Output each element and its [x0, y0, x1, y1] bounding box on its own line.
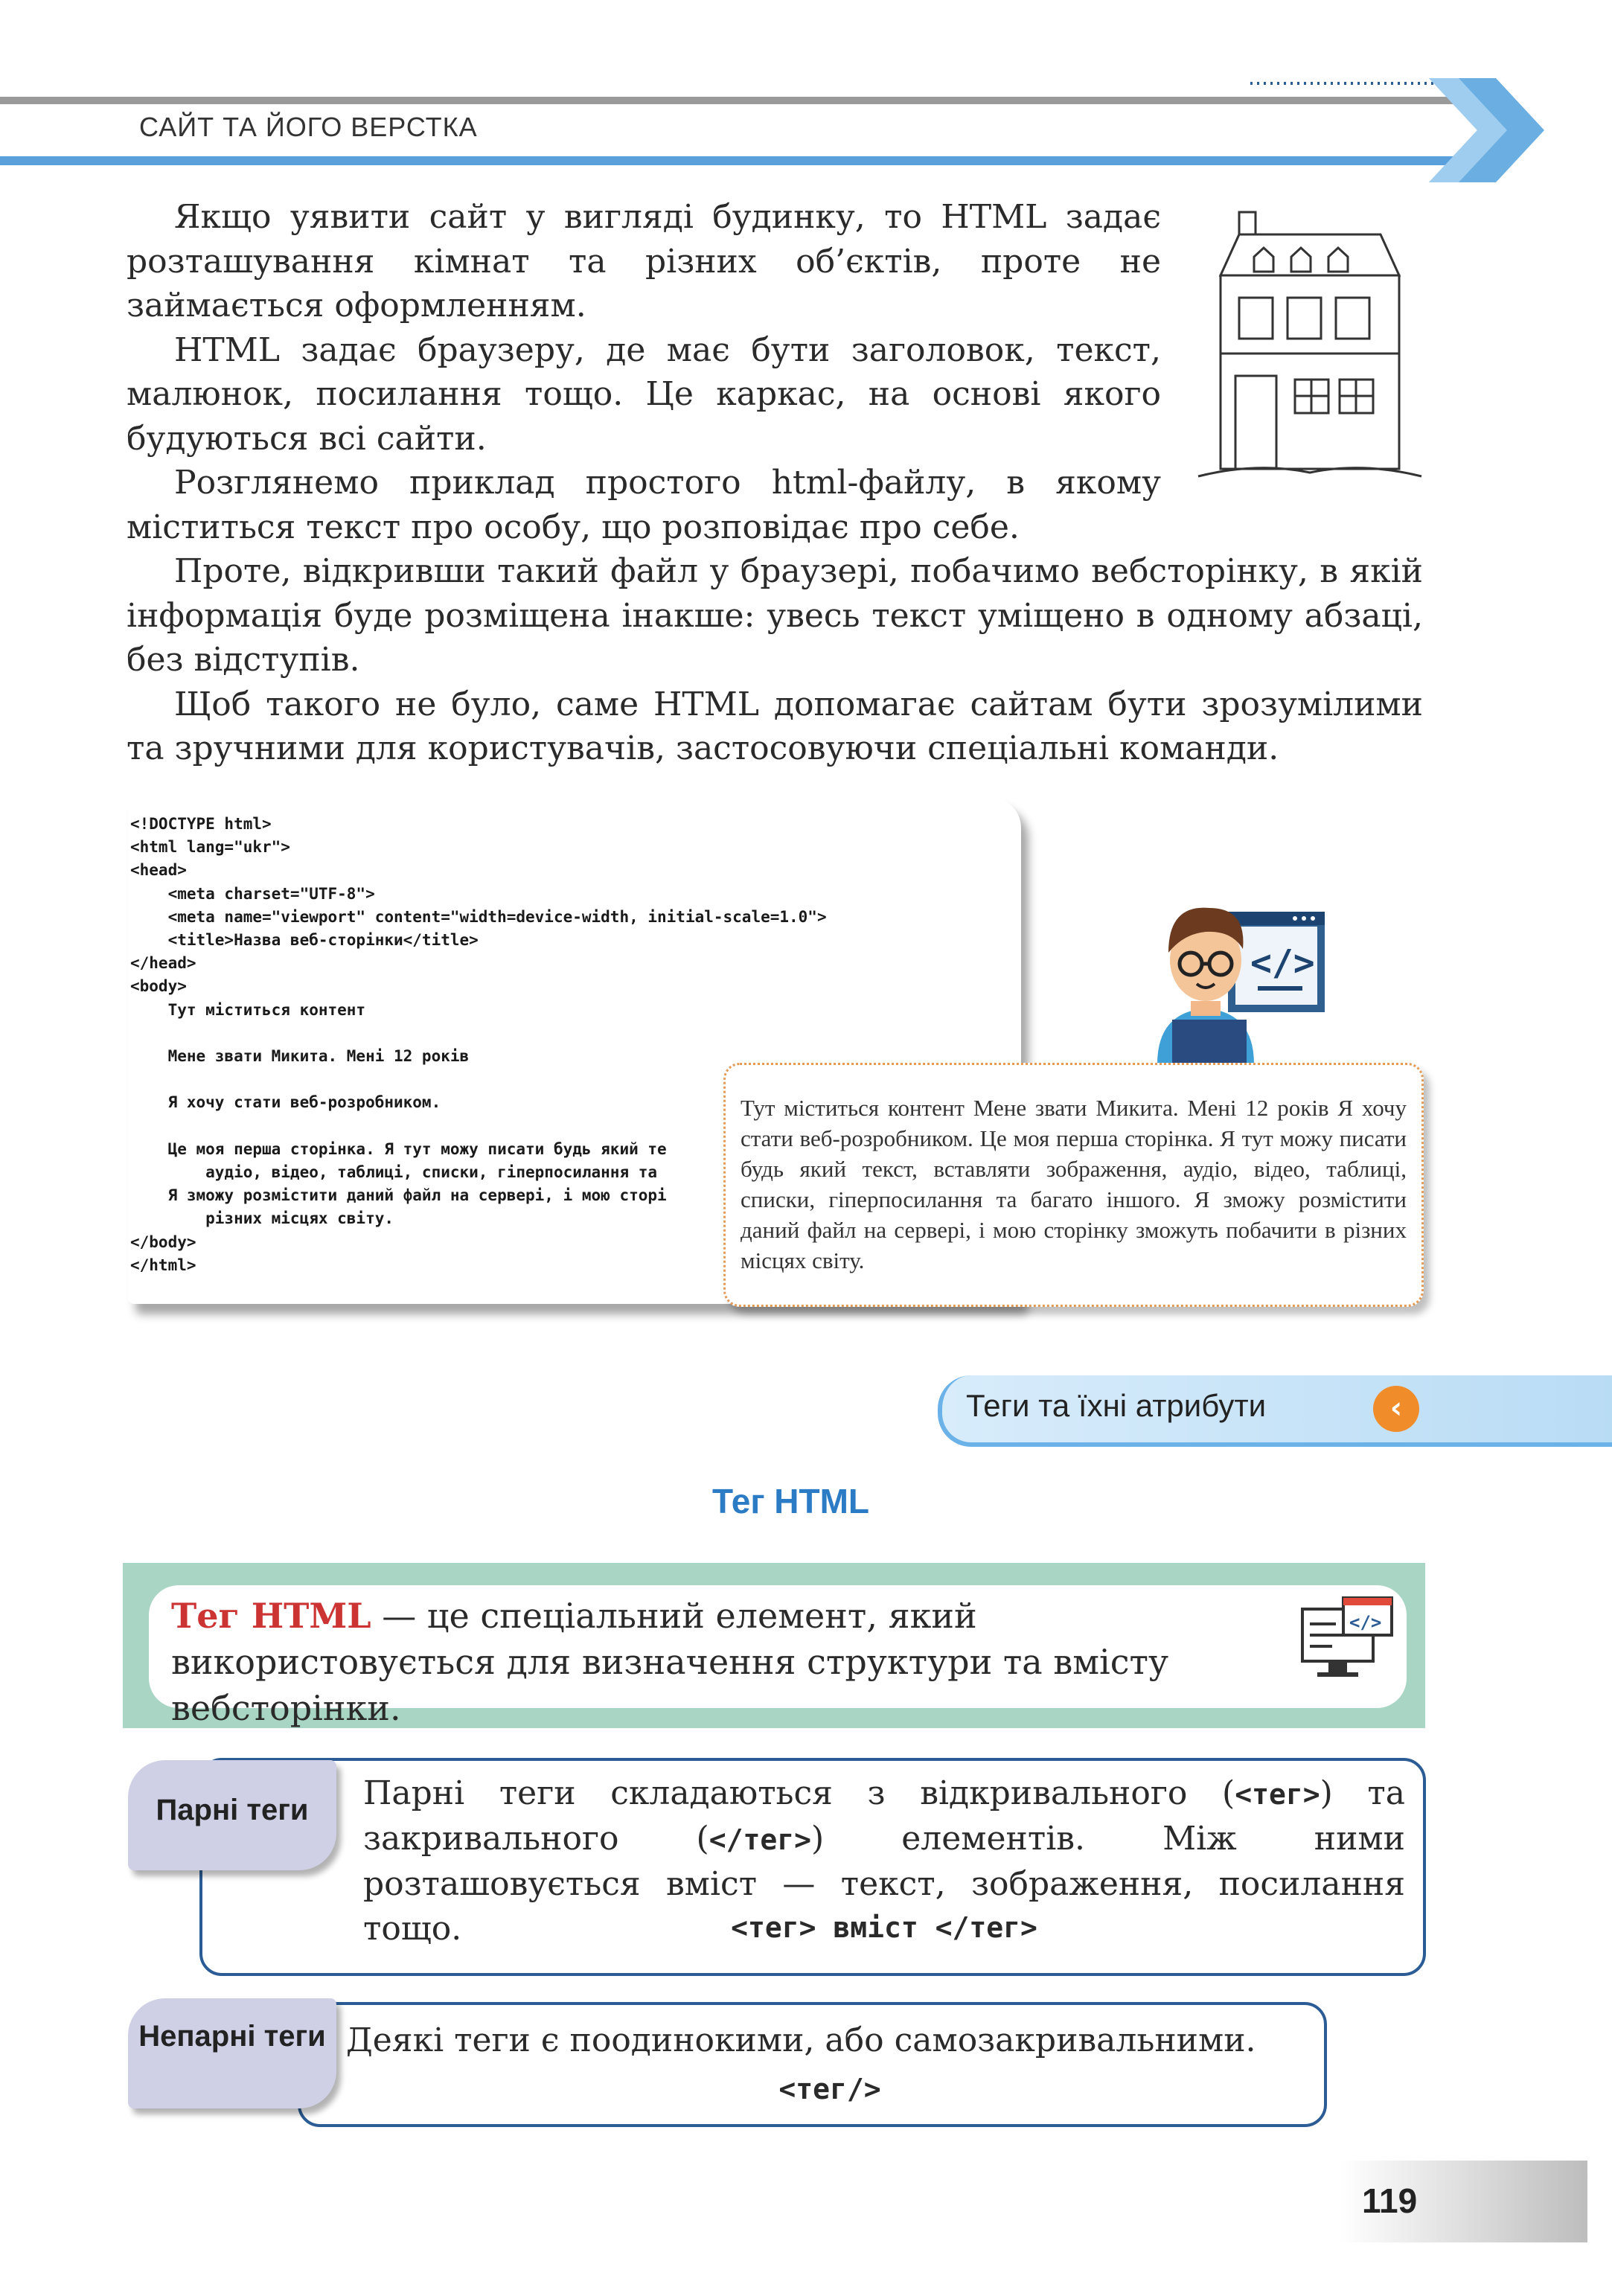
page-number: 119	[1362, 2181, 1418, 2220]
html-code-listing: <!DOCTYPE html> <html lang="ukr"> <head> <meta charset="UTF-8"> <meta name="viewport" content="width=device-width, <title>Назва веб-сторінки</title> </head> <body> Тут міститься контент Мене звати Микита. Мені 12 років Я хочу стати веб-розробником. Це моя перша сторінка. Я тут можу писати будь який те аудіо, відео, таблиці, списки, гіперпосилання та Я зможу розмістити даний файл на сервері, і мою сторі різних місцях світу. </body> </html>	[130, 815, 667, 1274]
unpaired-tags-text: Деякі теги є поодинокими, або самозакривальними.	[346, 2021, 1256, 2059]
header-chevron-icon	[1414, 74, 1548, 186]
paired-tags-label: Парні теги	[156, 1794, 309, 1826]
definition-text	[171, 1593, 1265, 1731]
intro-text	[127, 195, 1161, 549]
paragraph: Розглянемо приклад простого html-файлу, в якому міститься текст про особу, що розповідає про себе.	[127, 464, 1161, 546]
paired-text-part: ) та закривального (	[363, 1774, 1406, 1858]
house-illustration-icon	[1198, 205, 1421, 487]
close-tag-code: </тег>	[709, 1823, 812, 1856]
paragraph: HTML задає браузеру, де має бути заголовок, текст, малюнок, посилання тощо. Це каркас, на основі якого будуються всі сайти.	[127, 330, 1161, 458]
running-header: САЙТ ТА ЙОГО ВЕРСТКА	[139, 112, 478, 142]
explanation-text	[127, 549, 1423, 771]
paragraph: Щоб такого не було, саме HTML допомагає сайтам бути зрозумілими та зручними для користувачів, застосовуючи спеціальні команди.	[127, 685, 1423, 767]
paragraph: Якщо уявити сайт у вигляді будинку, то HTML задає розташування кімнат та різних об’єктів, проте не займається оформленням.	[127, 198, 1161, 324]
browser-output-text: Тут міститься контент Мене звати Микита. Мені 12 років Я хочу стати веб-розробником. Це моя перша сторінка. Я тут можу писати будь який текст, вставляти зображення, аудіо, відео, таблиці, списки, гіперпосилання та багато іншого. Я зможу розмістити даний файл на сервері, і мою сторінку зможуть побачити в різних місцях світу.	[741, 1095, 1407, 1273]
paired-tags-syntax: <тег> вміст </тег>	[731, 1911, 1037, 1944]
paired-text-part: Парні теги складаються з відкривального (	[363, 1774, 1235, 1812]
definition-body: — це спеціальний елемент, який використовується для визначення структури та вмісту вебсторінки.	[171, 1596, 1169, 1728]
paired-text-part: ) елементів. Між ними розташовується вміст — текст, зображення, посилання тощо.	[363, 1820, 1405, 1948]
developer-illustration-icon	[1139, 871, 1332, 1064]
unpaired-tags-label: Непарні теги	[138, 2020, 326, 2053]
unpaired-tags-syntax: <тег/>	[778, 2073, 881, 2105]
chevron-left-icon: ‹	[1373, 1386, 1419, 1432]
header-rule-gray	[0, 97, 1459, 104]
section-tab-label: Теги та їхні атрибути	[966, 1388, 1267, 1423]
header-rule-blue	[0, 156, 1459, 165]
code-monitor-icon	[1299, 1594, 1395, 1683]
svg-text:</>: </>	[1349, 1612, 1382, 1633]
paragraph: Проте, відкривши такий файл у браузері, побачимо вебсторінку, в якій інформація буде розміщена інакше: увесь текст уміщено в одному абзаці, без відступів.	[127, 552, 1423, 679]
section-subheading	[0, 1481, 1587, 1521]
svg-text:</>: </>	[1250, 942, 1315, 984]
subheading-text: Тег HTML	[711, 1482, 870, 1520]
definition-term: Тег HTML	[171, 1596, 371, 1636]
open-tag-code: <тег>	[1235, 1778, 1320, 1811]
